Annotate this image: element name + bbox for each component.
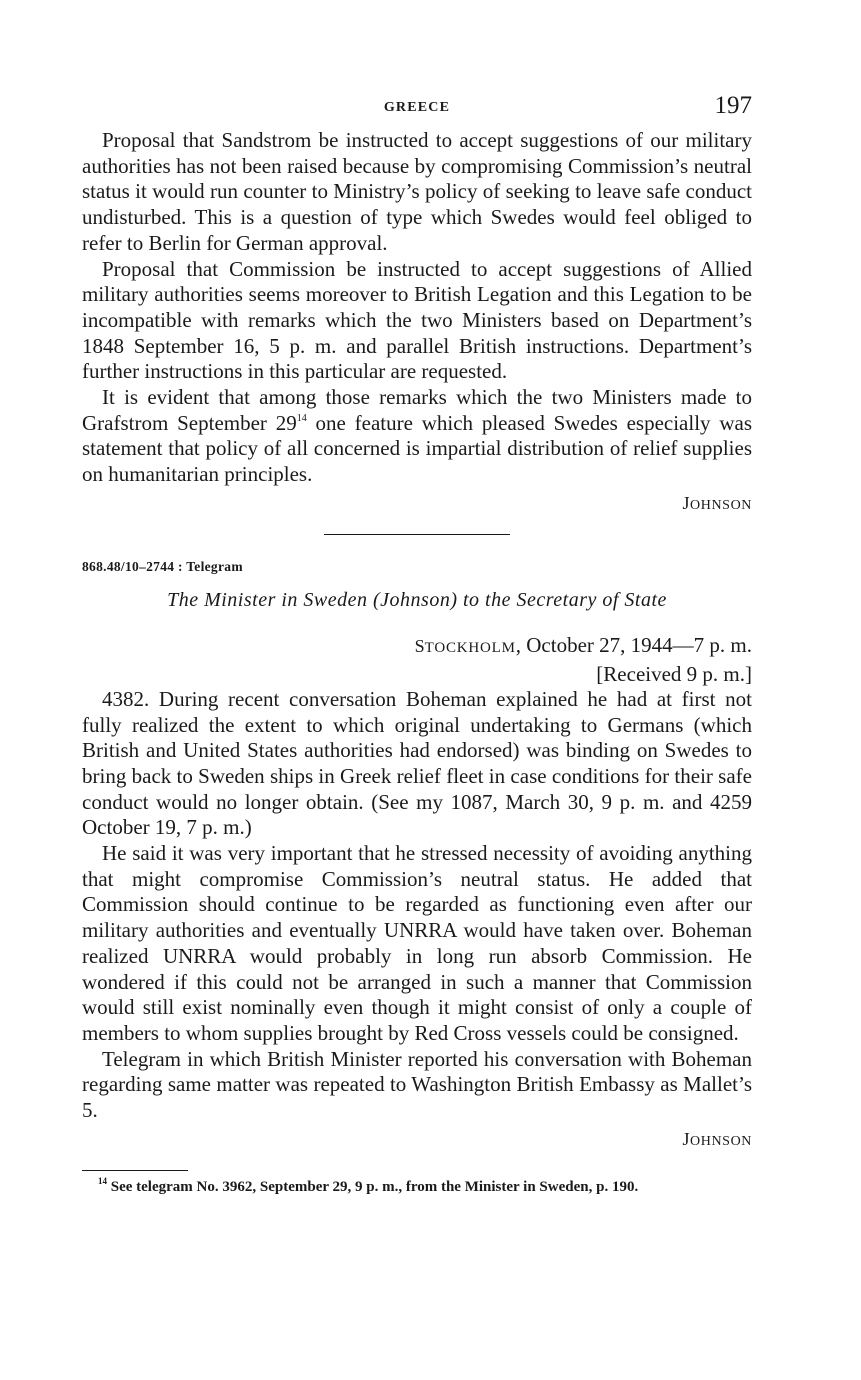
date-text: , October 27, 1944—7 p. m. — [515, 632, 752, 657]
place-rest: TOCKHOLM — [424, 639, 516, 656]
paragraph: Proposal that Sandstrom be instructed to accept suggestions of our military authorities has not been raised because by compromising Commission’s neutral status it would run counter to Ministry’s policy of seeking to leave safe conduct undisturbed. This is a question of type which Swedes would feel obliged to refer to Berlin for German approval. — [82, 128, 752, 255]
footnote-divider — [82, 1170, 188, 1171]
paragraph-text: It is evident that among those remarks which the two Ministers made to Grafstrom September 29 — [82, 385, 752, 435]
signature-rest: OHNSON — [690, 1133, 752, 1149]
signature — [82, 491, 752, 518]
signature-initial: J — [682, 492, 691, 513]
document-title: The Minister in Sweden (Johnson) to the Secretary of State — [167, 588, 667, 611]
signature-initial: J — [682, 1128, 691, 1149]
running-title: GREECE — [383, 100, 451, 115]
document-page — [82, 88, 752, 1198]
paragraph: Telegram in which British Minister reported his conversation with Boheman regarding same matter was repeated to Washington British Embassy as Mallet’s 5. — [82, 1046, 752, 1123]
paragraph — [82, 385, 752, 488]
section-divider — [324, 534, 510, 535]
signature — [82, 1127, 752, 1154]
file-number: 868.48/10–2744 : Telegram — [82, 558, 243, 574]
paragraph: 4382. During recent conversation Boheman explained he had at first not fully realized the extent to which original undertaking to Germans (which British and United States authorities had endorsed) was binding on Swedes to bring back to Sweden ships in Greek relief fleet in case conditions for their safe conduct would no longer obtain. (See my 1087, March 30, 9 p. m. and 4259 October 19, 7 p. m.) — [82, 686, 752, 840]
page-number: 197 — [714, 92, 752, 119]
footnote-marker: 14 — [98, 1175, 107, 1186]
dateline — [82, 632, 752, 661]
received-note: [Received 9 p. m.] — [596, 661, 752, 686]
footnote-text: See telegram No. 3962, September 29, 9 p. m., from the Minister in Sweden, p. 190. — [110, 1178, 639, 1195]
footnote — [82, 1177, 752, 1198]
paragraph-text: one feature which pleased Swedes especially was statement that policy of all concerned is impartial distribution of relief supplies on humanitarian principles. — [82, 410, 752, 487]
running-head — [82, 88, 752, 128]
footnote-reference[interactable]: 14 — [296, 412, 307, 424]
signature-rest: OHNSON — [690, 497, 752, 513]
paragraph: He said it was very important that he stressed necessity of avoiding anything that might compromise Commission’s neutral status. He added that Commission should continue to be regarded as functioning even after our military authorities and eventually UNRRA would have taken over. Boheman realized UNRRA would probably in long run absorb Commission. He wondered if this could not be arranged in such a manner that Commission would still exist nominally even though it might consist of only a couple of members to whom supplies brought by Red Cross vessels could be consigned. — [82, 841, 752, 1045]
place-initial: S — [414, 635, 425, 656]
paragraph: Proposal that Commission be instructed to accept suggestions of Allied military authorities seems moreover to British Legation and this Legation to be incompatible with remarks which the two Ministers based on Department’s 1848 September 16, 5 p. m. and parallel British instructions. Department’s further instructions in this particular are requested. — [82, 256, 752, 384]
